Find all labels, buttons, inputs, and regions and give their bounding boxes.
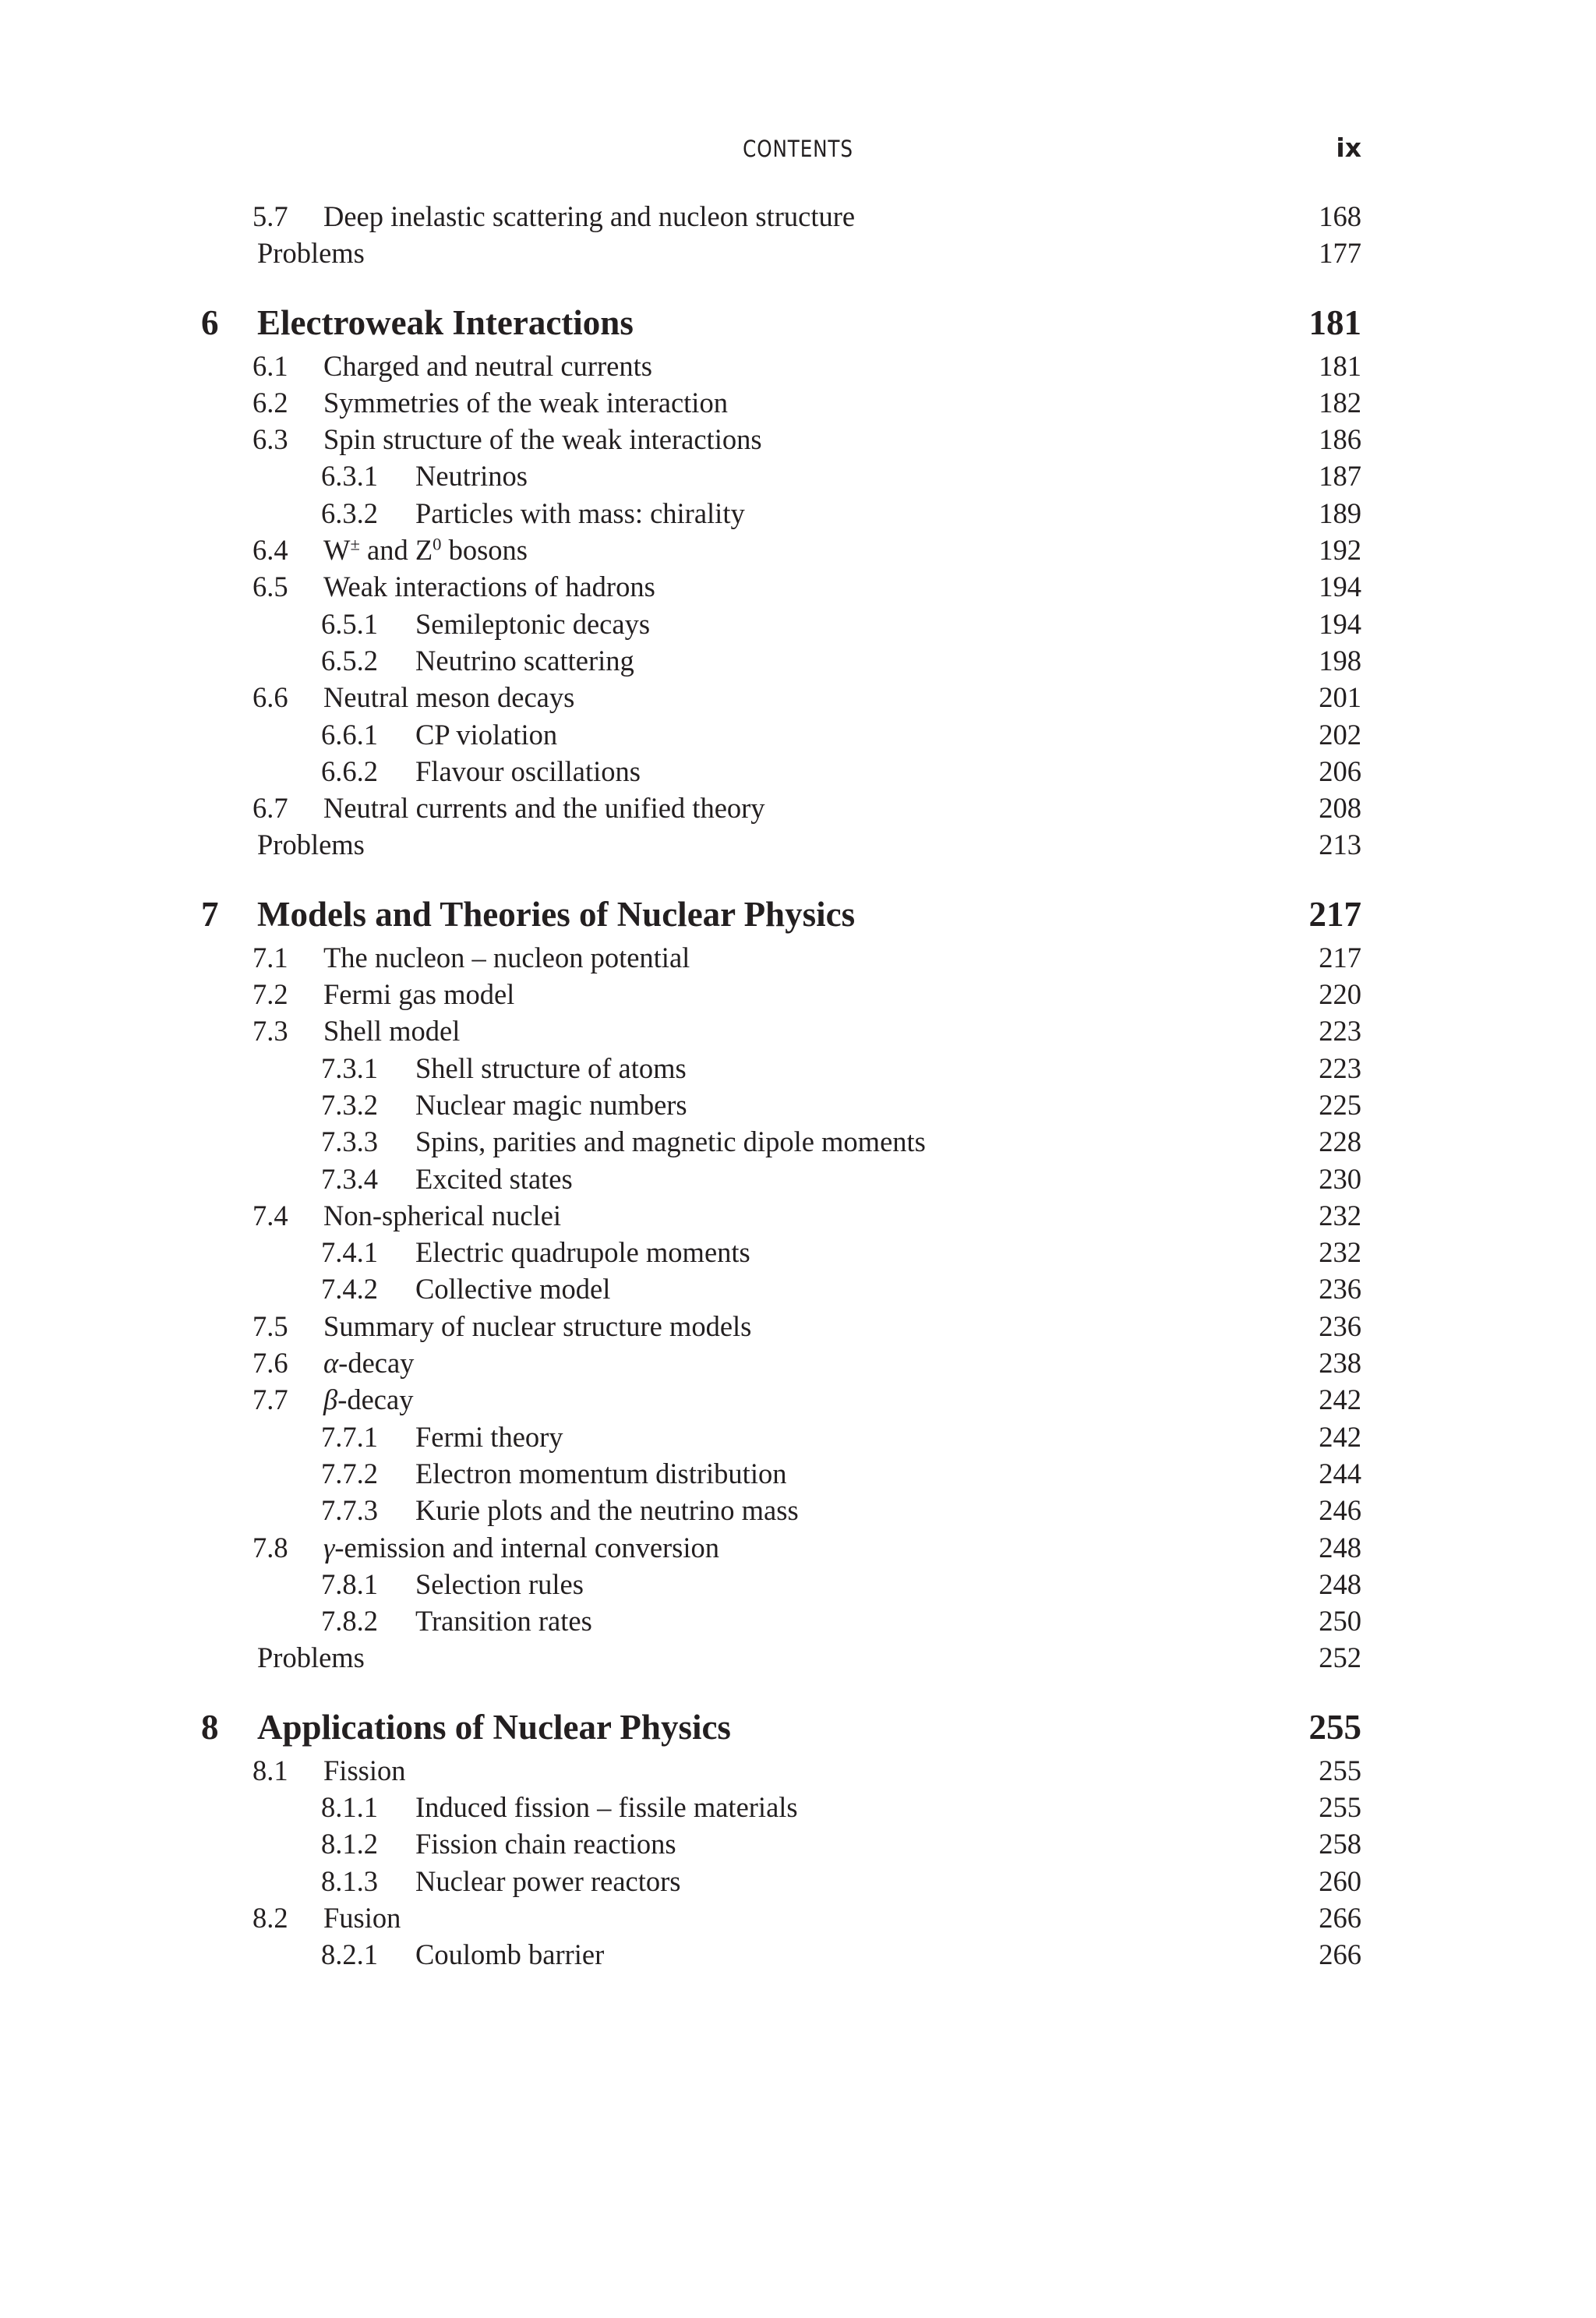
toc-entry-number: 6.3.2	[321, 496, 378, 529]
toc-entry-page: 217	[1308, 894, 1361, 934]
toc-entry-title: α-decay	[323, 1347, 415, 1380]
toc-entry-page: 187	[1319, 460, 1361, 493]
toc-entry-page: 181	[1319, 349, 1361, 382]
toc-entry-title: Induced fission – fissile materials	[415, 1790, 798, 1823]
toc-entry-number: 6.6.1	[321, 718, 378, 751]
toc-entry-number: 7.3.2	[321, 1088, 378, 1121]
toc-section-entry[interactable]	[0, 1308, 1596, 1345]
toc-entry-page: 230	[1319, 1162, 1361, 1195]
toc-section-entry[interactable]	[0, 384, 1596, 421]
toc-entry-title: Weak interactions of hadrons	[323, 571, 655, 603]
toc-entry-page: 201	[1319, 681, 1361, 714]
toc-entry-title: Spins, parities and magnetic dipole moments	[415, 1125, 926, 1158]
toc-entry-title: Nuclear power reactors	[415, 1864, 681, 1897]
toc-entry-page: 192	[1319, 534, 1361, 567]
toc-entry-page: 208	[1319, 792, 1361, 825]
toc-entry-title: γ-emission and internal conversion	[323, 1531, 720, 1564]
page-number: ix	[1336, 133, 1361, 163]
toc-entry-page: 186	[1319, 423, 1361, 456]
toc-entry-title: Kurie plots and the neutrino mass	[415, 1494, 799, 1527]
toc-entry-page: 252	[1319, 1641, 1361, 1674]
toc-chapter-entry[interactable]	[0, 890, 1596, 939]
running-header-title: CONTENTS	[743, 136, 853, 162]
toc-entry-number: 7.7.2	[321, 1457, 378, 1489]
toc-subsection-entry[interactable]	[0, 1455, 1596, 1492]
toc-entry-page: 238	[1319, 1347, 1361, 1380]
toc-section-entry[interactable]	[0, 198, 1596, 235]
toc-subsection-entry[interactable]	[0, 1050, 1596, 1087]
toc-entry-title: Summary of nuclear structure models	[323, 1309, 752, 1342]
toc-entry-page: 244	[1319, 1457, 1361, 1489]
toc-entry-number: 7.3.4	[321, 1162, 378, 1195]
toc-entry-page: 220	[1319, 978, 1361, 1011]
toc-subsection-entry[interactable]	[0, 1087, 1596, 1123]
toc-entry-page: 242	[1319, 1383, 1361, 1416]
toc-subsection-entry[interactable]	[0, 606, 1596, 642]
toc-section-entry[interactable]	[0, 1197, 1596, 1234]
toc-entry-number: 8.2.1	[321, 1938, 378, 1971]
toc-entry-page: 255	[1319, 1790, 1361, 1823]
toc-subsection-entry[interactable]	[0, 1161, 1596, 1197]
toc-section-entry[interactable]	[0, 568, 1596, 605]
toc-entry-number: 7.4	[252, 1199, 288, 1231]
toc-subsection-entry[interactable]	[0, 1863, 1596, 1899]
toc-entry-page: 228	[1319, 1125, 1361, 1158]
toc-subsection-entry[interactable]	[0, 1602, 1596, 1639]
toc-entry-number: 7.3.1	[321, 1051, 378, 1084]
toc-entry-number: 7.3.3	[321, 1125, 378, 1158]
toc-entry-page: 194	[1319, 571, 1361, 603]
toc-section-entry[interactable]	[0, 1529, 1596, 1566]
toc-entry-number: 8.1.1	[321, 1790, 378, 1823]
toc-subsection-entry[interactable]	[0, 1789, 1596, 1825]
toc-entry-number: 6.6.2	[321, 754, 378, 787]
toc-section-entry[interactable]	[0, 939, 1596, 976]
toc-subsection-entry[interactable]	[0, 1419, 1596, 1455]
toc-entry-page: 236	[1319, 1309, 1361, 1342]
toc-entry-number: 6.3	[252, 423, 288, 456]
toc-entry-number: 7.5	[252, 1309, 288, 1342]
toc-entry-title: Electroweak Interactions	[257, 302, 634, 342]
toc-subsection-entry[interactable]	[0, 1123, 1596, 1160]
toc-entry-page: 248	[1319, 1531, 1361, 1564]
toc-entry-page: 168	[1319, 200, 1361, 232]
toc-section-entry[interactable]	[0, 1752, 1596, 1789]
toc-entry-page: 246	[1319, 1494, 1361, 1527]
toc-entry-title: Semileptonic decays	[415, 607, 651, 640]
toc-section-entry[interactable]	[0, 532, 1596, 568]
toc-entry-number: 6.1	[252, 349, 288, 382]
toc-entry-title: Problems	[257, 237, 365, 270]
toc-entry-number: 7.8.1	[321, 1567, 378, 1600]
toc-entry-page: 232	[1319, 1236, 1361, 1269]
toc-entry-number: 7.2	[252, 978, 288, 1011]
toc-entry-title: Neutrinos	[415, 460, 528, 493]
toc-entry-title: W± and $Z^0$ bosons	[323, 534, 528, 567]
toc-subsection-entry[interactable]	[0, 1270, 1596, 1307]
toc-entry-title: Coulomb barrier	[415, 1938, 605, 1971]
toc-entry-page: 248	[1319, 1567, 1361, 1600]
toc-section-entry[interactable]	[0, 1899, 1596, 1936]
toc-entry-title: Shell structure of atoms	[415, 1051, 687, 1084]
toc-entry-page: 189	[1319, 496, 1361, 529]
toc-entry-title: Applications of Nuclear Physics	[257, 1707, 731, 1747]
toc-entry-title: Transition rates	[415, 1605, 592, 1638]
toc-entry-number: 8.2	[252, 1901, 288, 1934]
toc-entry-title: Neutrino scattering	[415, 644, 634, 677]
toc-subsection-entry[interactable]	[0, 642, 1596, 679]
toc-entry-number: 8.1.3	[321, 1864, 378, 1897]
toc-entry-number: 7.3	[252, 1015, 288, 1048]
toc-entry-title: Deep inelastic scattering and nucleon structure	[323, 200, 856, 232]
toc-entry-number: 6	[201, 302, 219, 342]
toc-entry-number: 7.4.2	[321, 1273, 378, 1306]
toc-entry-title: Shell model	[323, 1015, 461, 1048]
toc-entry-page: 250	[1319, 1605, 1361, 1638]
toc-entry-title: Electron momentum distribution	[415, 1457, 787, 1489]
toc-entry-title: Selection rules	[415, 1567, 584, 1600]
toc-entry-number: 7.7.1	[321, 1420, 378, 1453]
toc-entry-title: Electric quadrupole moments	[415, 1236, 750, 1269]
toc-entry-page: 181	[1308, 302, 1361, 342]
toc-section-entry[interactable]	[0, 1012, 1596, 1049]
toc-entry-page: 206	[1319, 754, 1361, 787]
toc-entry-title: Flavour oscillations	[415, 754, 641, 787]
toc-entry-page: 198	[1319, 644, 1361, 677]
toc-entry-page: 213	[1319, 829, 1361, 861]
toc-problems-entry[interactable]	[0, 235, 1596, 271]
toc-entry-title: Spin structure of the weak interactions	[323, 423, 762, 456]
toc-entry-number: 8.1.2	[321, 1828, 378, 1860]
toc-entry-title: Fermi theory	[415, 1420, 563, 1453]
toc-entry-title: Neutral meson decays	[323, 681, 575, 714]
toc-entry-page: 255	[1308, 1707, 1361, 1747]
toc-entry-page: 182	[1319, 386, 1361, 419]
toc-entry-number: 6.5.1	[321, 607, 378, 640]
toc-entry-number: 7.4.1	[321, 1236, 378, 1269]
toc-entry-page: 236	[1319, 1273, 1361, 1306]
toc-entry-number: 6.6	[252, 681, 288, 714]
toc-entry-title: Excited states	[415, 1162, 573, 1195]
toc-entry-page: 266	[1319, 1901, 1361, 1934]
toc-subsection-entry[interactable]	[0, 753, 1596, 790]
toc-problems-entry[interactable]	[0, 826, 1596, 863]
toc-entry-page: 177	[1319, 237, 1361, 270]
toc-entry-page: 223	[1319, 1015, 1361, 1048]
toc-chapter-entry[interactable]	[0, 299, 1596, 348]
toc-subsection-entry[interactable]	[0, 1566, 1596, 1602]
toc-entry-number: 6.3.1	[321, 460, 378, 493]
toc-section-entry[interactable]	[0, 976, 1596, 1012]
toc-section-entry[interactable]	[0, 1381, 1596, 1418]
toc-entry-title: Fission	[323, 1754, 406, 1786]
toc-entry-number: 6.5.2	[321, 644, 378, 677]
toc-subsection-entry[interactable]	[0, 458, 1596, 494]
toc-entry-number: 6.5	[252, 571, 288, 603]
toc-section-entry[interactable]	[0, 790, 1596, 826]
toc-entry-title: β-decay	[323, 1383, 414, 1416]
toc-subsection-entry[interactable]	[0, 716, 1596, 753]
toc-entry-number: 7.1	[252, 941, 288, 973]
toc-entry-number: 7.8	[252, 1531, 288, 1564]
toc-subsection-entry[interactable]	[0, 1825, 1596, 1862]
toc-entry-page: 266	[1319, 1938, 1361, 1971]
toc-entry-number: 8.1	[252, 1754, 288, 1786]
toc-entry-number: 7	[201, 894, 219, 934]
toc-chapter-entry[interactable]	[0, 1703, 1596, 1752]
toc-entry-title: Problems	[257, 1641, 365, 1674]
toc-entry-title: Models and Theories of Nuclear Physics	[257, 894, 856, 934]
toc-entry-title: Particles with mass: chirality	[415, 496, 745, 529]
toc-subsection-entry[interactable]	[0, 1936, 1596, 1973]
toc-entry-number: 5.7	[252, 200, 288, 232]
toc-entry-title: CP violation	[415, 718, 558, 751]
toc-entry-title: Neutral currents and the unified theory	[323, 792, 765, 825]
toc-entry-page: 258	[1319, 1828, 1361, 1860]
toc-entry-title: Non-spherical nuclei	[323, 1199, 562, 1231]
toc-subsection-entry[interactable]	[0, 1234, 1596, 1270]
toc-entry-page: 194	[1319, 607, 1361, 640]
toc-entry-number: 7.6	[252, 1347, 288, 1380]
toc-entry-number: 7.8.2	[321, 1605, 378, 1638]
toc-entry-number: 7.7	[252, 1383, 288, 1416]
toc-entry-title: Collective model	[415, 1273, 611, 1306]
toc-entry-title: Fusion	[323, 1901, 401, 1934]
toc-entry-number: 6.2	[252, 386, 288, 419]
toc-entry-page: 225	[1319, 1088, 1361, 1121]
toc-problems-entry[interactable]	[0, 1639, 1596, 1676]
toc-entry-page: 255	[1319, 1754, 1361, 1786]
toc-section-entry[interactable]	[0, 679, 1596, 716]
toc-section-entry[interactable]	[0, 348, 1596, 384]
toc-entry-title: Problems	[257, 829, 365, 861]
toc-entry-number: 8	[201, 1707, 219, 1747]
toc-entry-page: 232	[1319, 1199, 1361, 1231]
toc-entry-number: 6.7	[252, 792, 288, 825]
toc-entry-page: 202	[1319, 718, 1361, 751]
toc-entry-title: Fermi gas model	[323, 978, 515, 1011]
toc-section-entry[interactable]	[0, 1345, 1596, 1381]
toc-entry-page: 242	[1319, 1420, 1361, 1453]
table-of-contents	[0, 198, 1596, 1973]
toc-entry-number: 6.4	[252, 534, 288, 567]
toc-entry-page: 260	[1319, 1864, 1361, 1897]
toc-entry-title: Fission chain reactions	[415, 1828, 676, 1860]
toc-subsection-entry[interactable]	[0, 1492, 1596, 1528]
toc-entry-number: 7.7.3	[321, 1494, 378, 1527]
toc-entry-title: Nuclear magic numbers	[415, 1088, 687, 1121]
toc-entry-page: 217	[1319, 941, 1361, 973]
toc-subsection-entry[interactable]	[0, 495, 1596, 532]
toc-entry-title: Charged and neutral currents	[323, 349, 652, 382]
toc-section-entry[interactable]	[0, 421, 1596, 458]
toc-entry-title: The nucleon – nucleon potential	[323, 941, 690, 973]
toc-entry-title: Symmetries of the weak interaction	[323, 386, 728, 419]
toc-entry-page: 223	[1319, 1051, 1361, 1084]
